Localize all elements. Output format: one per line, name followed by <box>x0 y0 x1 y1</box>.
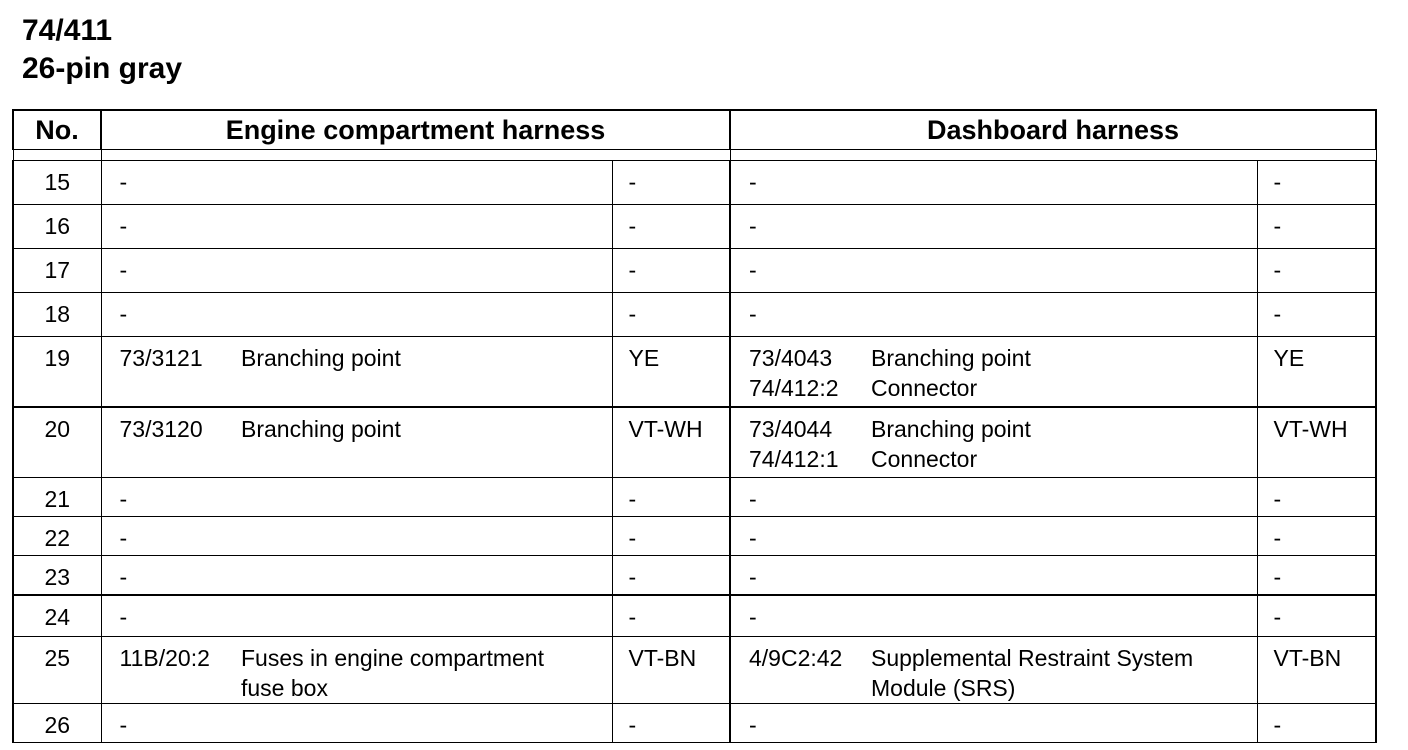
column-header-engine-harness: Engine compartment harness <box>101 110 730 150</box>
dashboard-reference-secondary: 74/412:2 <box>749 375 839 401</box>
pin-number: 18 <box>13 293 101 337</box>
dashboard-reference: - <box>730 517 871 556</box>
engine-description <box>241 249 612 293</box>
pin-number: 17 <box>13 249 101 293</box>
dashboard-wire-color: - <box>1257 478 1376 517</box>
dashboard-wire-color: VT-WH <box>1257 407 1376 478</box>
engine-description <box>241 556 612 596</box>
engine-description: Branching point <box>241 407 612 478</box>
dashboard-description: Branching point <box>871 416 1031 442</box>
dashboard-reference: - <box>730 595 871 637</box>
engine-reference: - <box>101 517 241 556</box>
engine-description <box>241 704 612 743</box>
engine-description-cell <box>241 637 612 704</box>
engine-wire-color: VT-BN <box>612 637 730 704</box>
dashboard-wire-color: - <box>1257 161 1376 205</box>
pin-number: 19 <box>13 337 101 408</box>
engine-wire-color: - <box>612 293 730 337</box>
engine-reference: - <box>101 556 241 596</box>
engine-reference: - <box>101 205 241 249</box>
dashboard-description <box>871 249 1257 293</box>
table-row <box>13 517 1376 556</box>
table-row <box>13 249 1376 293</box>
dashboard-description-cell <box>871 337 1257 408</box>
engine-description <box>241 595 612 637</box>
engine-reference: 73/3120 <box>101 407 241 478</box>
dashboard-description-cell <box>871 637 1257 704</box>
table-header-row <box>13 110 1376 150</box>
dashboard-description <box>871 293 1257 337</box>
engine-wire-color: - <box>612 478 730 517</box>
pin-number: 25 <box>13 637 101 704</box>
pin-assignment-table <box>12 109 1377 743</box>
table-row <box>13 293 1376 337</box>
column-header-dashboard-harness: Dashboard harness <box>730 110 1376 150</box>
dashboard-description <box>871 704 1257 743</box>
table-row <box>13 205 1376 249</box>
dashboard-description-secondary: Module (SRS) <box>871 675 1016 701</box>
engine-wire-color: YE <box>612 337 730 408</box>
dashboard-reference: - <box>730 161 871 205</box>
dashboard-wire-color: - <box>1257 595 1376 637</box>
table-row <box>13 161 1376 205</box>
pin-number: 23 <box>13 556 101 596</box>
engine-wire-color: - <box>612 161 730 205</box>
dashboard-reference: - <box>730 249 871 293</box>
dashboard-reference: - <box>730 478 871 517</box>
engine-wire-color: VT-WH <box>612 407 730 478</box>
dashboard-description-secondary: Connector <box>871 375 978 401</box>
engine-description <box>241 517 612 556</box>
dashboard-description-cell <box>871 407 1257 478</box>
table-row <box>13 478 1376 517</box>
dashboard-description <box>871 595 1257 637</box>
pin-number: 16 <box>13 205 101 249</box>
dashboard-wire-color: YE <box>1257 337 1376 408</box>
engine-wire-color: - <box>612 595 730 637</box>
engine-reference: - <box>101 249 241 293</box>
dashboard-reference-cell <box>730 407 871 478</box>
dashboard-description <box>871 161 1257 205</box>
dashboard-description: Branching point <box>871 345 1031 371</box>
dashboard-reference: - <box>730 556 871 596</box>
engine-description <box>241 293 612 337</box>
engine-reference: 73/3121 <box>101 337 241 408</box>
page-heading <box>22 12 182 88</box>
dashboard-wire-color: - <box>1257 517 1376 556</box>
engine-description <box>241 161 612 205</box>
dashboard-reference: - <box>730 704 871 743</box>
engine-wire-color: - <box>612 556 730 596</box>
engine-description: Branching point <box>241 337 612 408</box>
header-divider <box>13 150 1376 161</box>
dashboard-reference: - <box>730 205 871 249</box>
engine-wire-color: - <box>612 704 730 743</box>
engine-description: Fuses in engine compartment <box>241 645 544 671</box>
engine-reference: - <box>101 478 241 517</box>
column-header-no: No. <box>13 110 101 150</box>
table-row <box>13 704 1376 743</box>
dashboard-wire-color: - <box>1257 556 1376 596</box>
engine-reference: - <box>101 293 241 337</box>
dashboard-reference: 73/4043 <box>749 345 833 371</box>
engine-wire-color: - <box>612 517 730 556</box>
dashboard-wire-color: - <box>1257 249 1376 293</box>
dashboard-reference-secondary: 74/412:1 <box>749 446 839 472</box>
engine-description <box>241 205 612 249</box>
dashboard-wire-color: - <box>1257 205 1376 249</box>
table-row <box>13 556 1376 596</box>
dashboard-reference: 4/9C2:42 <box>730 637 871 704</box>
dashboard-description <box>871 556 1257 596</box>
dashboard-wire-color: VT-BN <box>1257 637 1376 704</box>
table-row <box>13 407 1376 478</box>
dashboard-wire-color: - <box>1257 293 1376 337</box>
engine-reference: - <box>101 704 241 743</box>
connector-description: 26-pin gray <box>22 52 183 85</box>
table-row <box>13 337 1376 408</box>
engine-wire-color: - <box>612 205 730 249</box>
engine-reference: - <box>101 161 241 205</box>
engine-reference: 11B/20:2 <box>101 637 241 704</box>
pin-number: 21 <box>13 478 101 517</box>
dashboard-reference: 73/4044 <box>749 416 833 442</box>
dashboard-description <box>871 478 1257 517</box>
dashboard-description-secondary: Connector <box>871 446 978 472</box>
dashboard-description <box>871 517 1257 556</box>
engine-wire-color: - <box>612 249 730 293</box>
connector-id: 74/411 <box>22 14 113 47</box>
table-row <box>13 595 1376 637</box>
dashboard-wire-color: - <box>1257 704 1376 743</box>
dashboard-reference-cell <box>730 337 871 408</box>
pin-number: 20 <box>13 407 101 478</box>
pin-number: 22 <box>13 517 101 556</box>
table-row <box>13 637 1376 704</box>
engine-reference: - <box>101 595 241 637</box>
dashboard-reference: - <box>730 293 871 337</box>
pin-number: 26 <box>13 704 101 743</box>
pin-number: 24 <box>13 595 101 637</box>
dashboard-description: Supplemental Restraint System <box>871 645 1194 671</box>
pin-number: 15 <box>13 161 101 205</box>
dashboard-description <box>871 205 1257 249</box>
engine-description <box>241 478 612 517</box>
engine-description-secondary: fuse box <box>241 675 328 701</box>
